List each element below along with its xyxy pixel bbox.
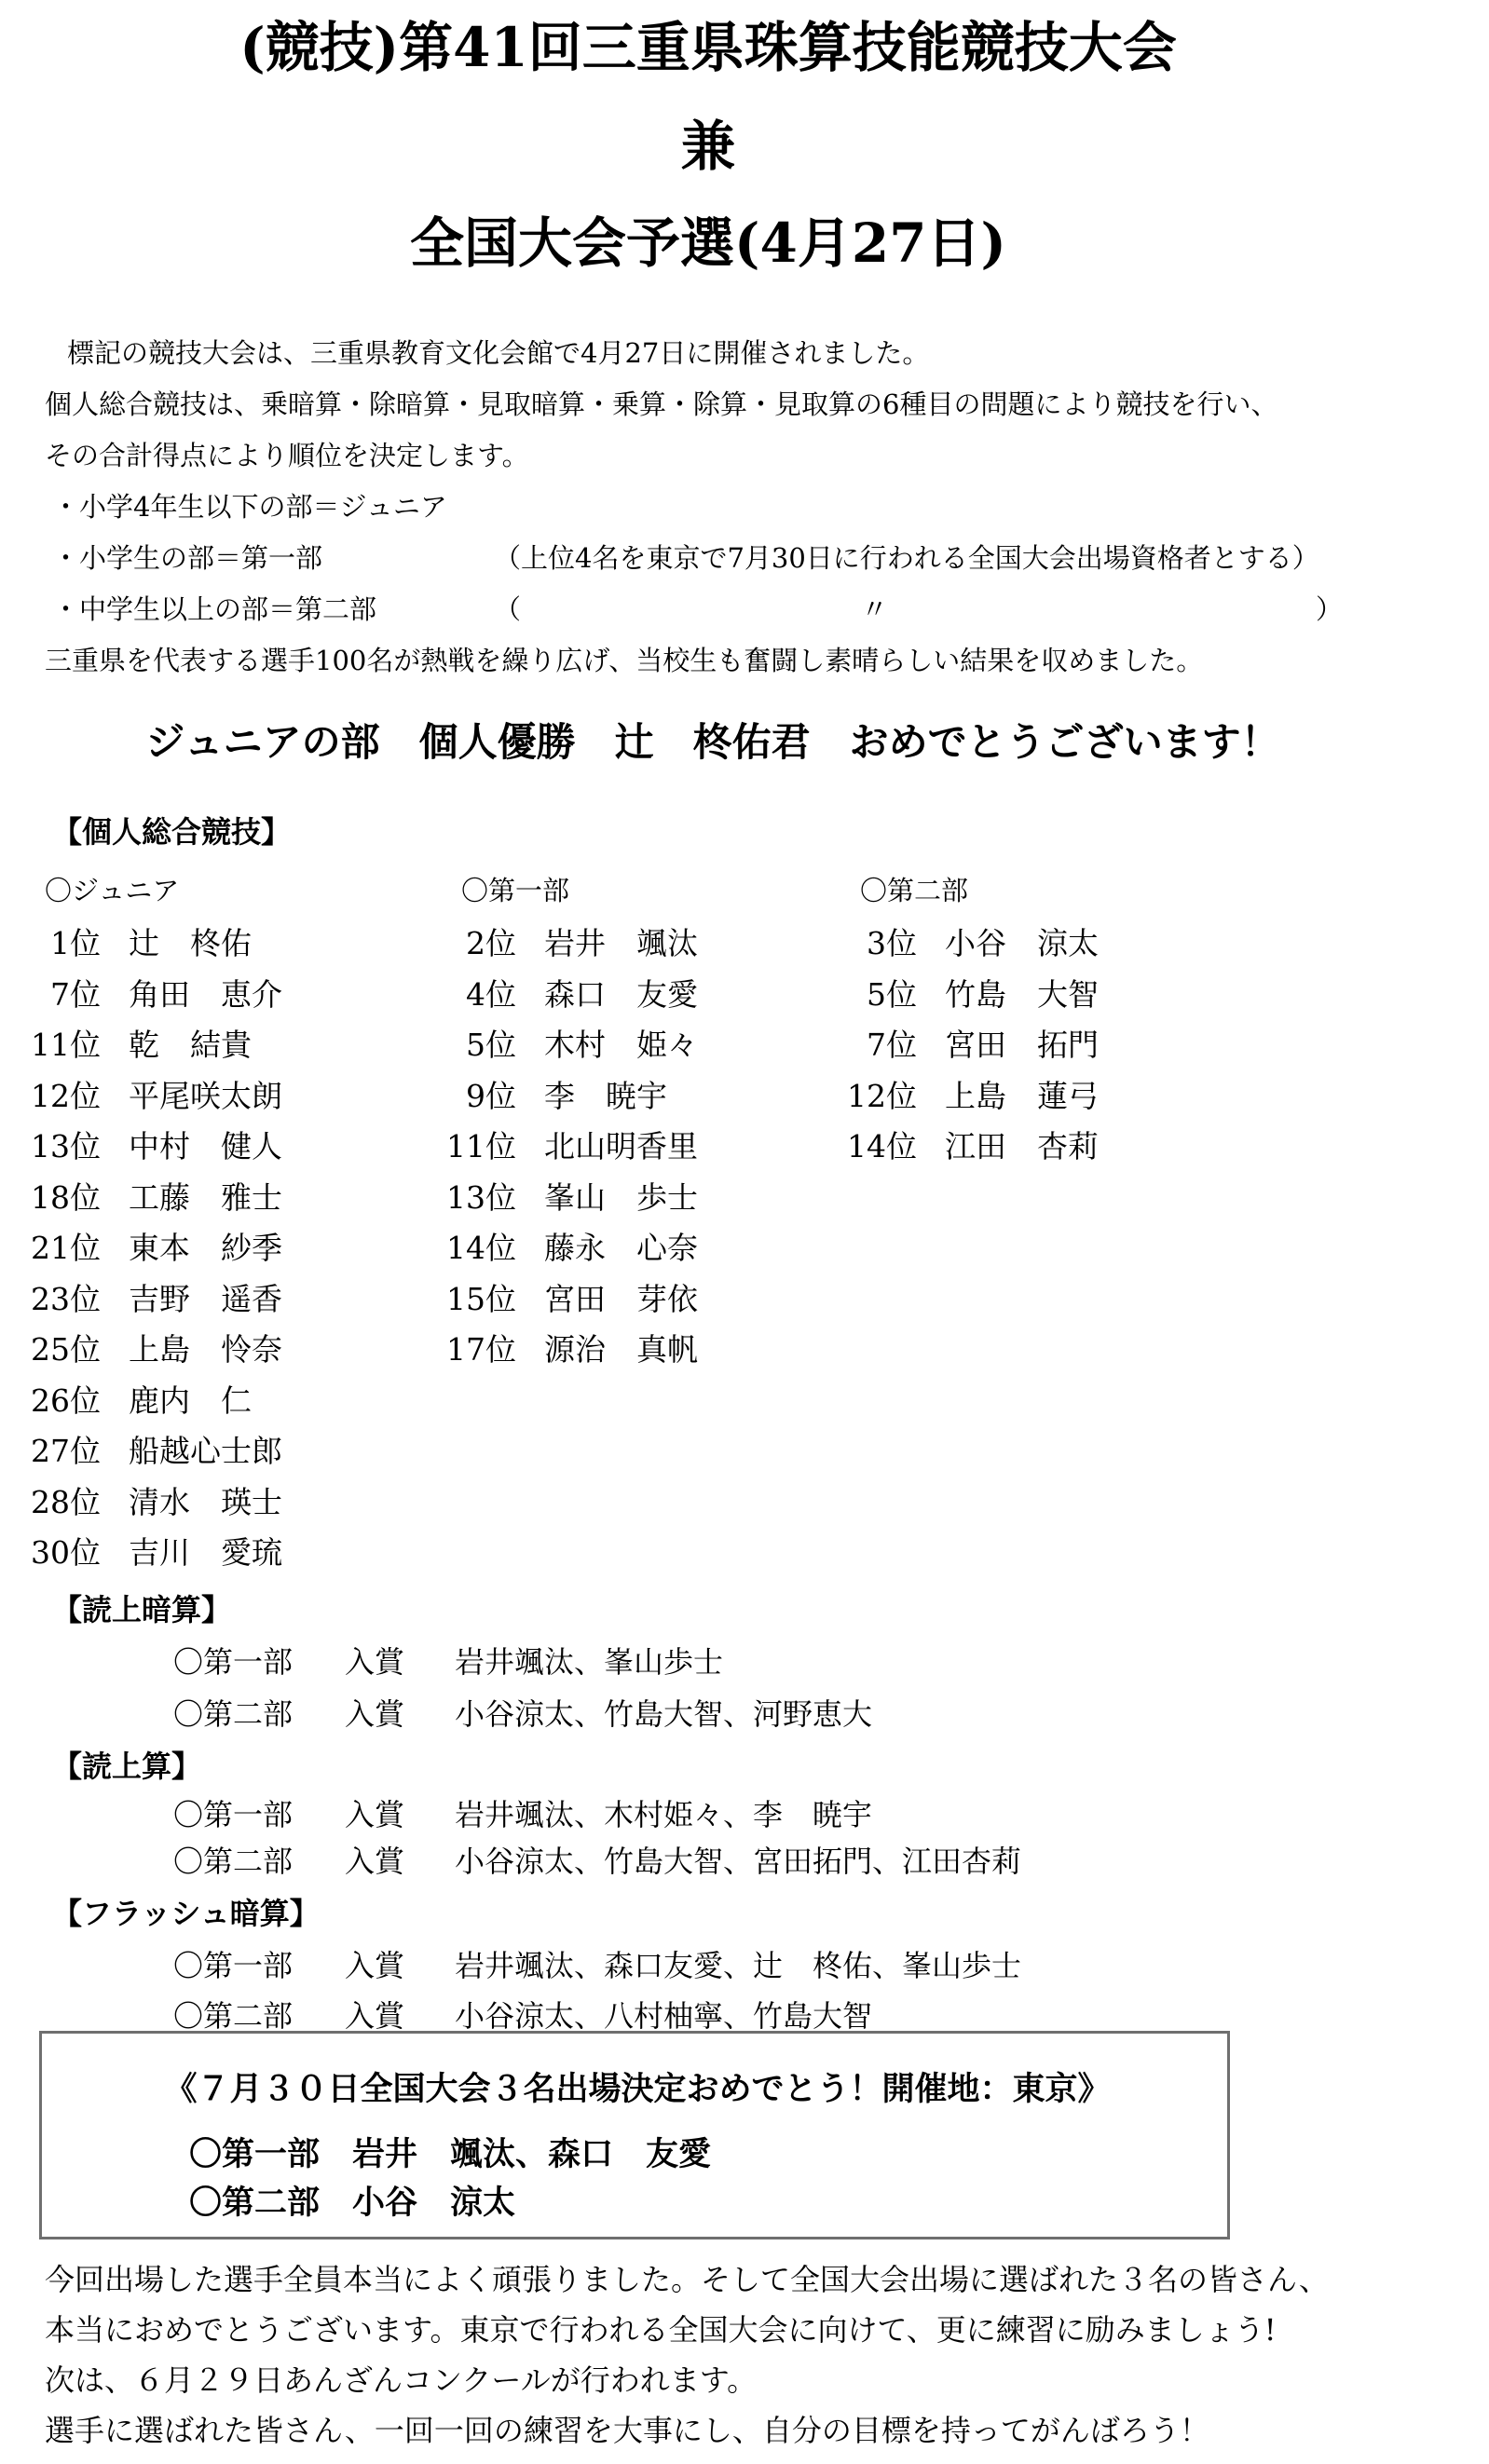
award-division: 〇第一部 — [173, 1797, 294, 1832]
ranking-row — [416, 1173, 698, 1224]
ranking-place: 26位 — [31, 1382, 101, 1419]
ranking-row — [816, 919, 1099, 970]
yomiage-zan-row — [173, 1797, 873, 1832]
award-division: 〇第二部 — [173, 1844, 294, 1879]
ranking-player-name: 北山明香里 — [544, 1128, 698, 1164]
yomiage-anzan-heading: 【読上暗算】 — [52, 1592, 232, 1627]
award-names: 小谷涼太、竹島大智、河野恵大 — [455, 1696, 873, 1732]
ranking-row — [416, 1071, 698, 1123]
ranking-row — [416, 1020, 698, 1071]
intro-bullet-div2 — [45, 584, 1452, 635]
intro-section — [45, 328, 1452, 687]
ranking-place: 13位 — [446, 1178, 516, 1216]
closing-line-4: 選手に選ばれた皆さん、一回一回の練習を大事にし、自分の目標を持ってがんばろう！ — [45, 2413, 1209, 2448]
intro-bullet-div2-ditto: 〃 — [861, 593, 889, 625]
ranking-player-name: 平尾咲太朗 — [129, 1077, 282, 1114]
yomiage-anzan-row — [173, 1644, 724, 1680]
intro-bullet-div2-open: （ — [494, 593, 522, 625]
ranking-row — [0, 1477, 282, 1529]
award-names: 小谷涼太、八村柚寧、竹島大智 — [455, 1998, 873, 2034]
yomiage-zan-heading: 【読上算】 — [52, 1749, 202, 1784]
ranking-row — [0, 1020, 282, 1071]
ranking-place: 27位 — [31, 1433, 101, 1469]
ranking-row — [0, 1376, 282, 1427]
page-title-line-2: 兼 — [680, 115, 735, 178]
ranking-place: 21位 — [31, 1230, 101, 1266]
ranking-row — [0, 1325, 282, 1376]
yomiage-anzan-row — [173, 1696, 873, 1732]
junior-column-heading: 〇ジュニア — [45, 875, 180, 906]
div2-ranking-list — [816, 919, 1099, 1173]
ranking-row — [416, 1325, 698, 1376]
closing-line-3: 次は、６月２９日あんざんコンクールが行われます。 — [45, 2362, 758, 2398]
ranking-player-name: 清水 瑛士 — [129, 1483, 282, 1520]
ranking-place: 7位 — [867, 1027, 917, 1063]
national-qualifier-box — [39, 2031, 1230, 2239]
award-prize: 入賞 — [345, 1797, 405, 1832]
flash-anzan-row — [173, 1948, 1022, 1983]
ranking-row — [416, 1223, 698, 1274]
individual-section-heading: 【個人総合競技】 — [52, 814, 292, 850]
ranking-place: 13位 — [31, 1128, 101, 1164]
intro-bullet-div2-label: ・中学生以上の部＝第二部 — [52, 593, 377, 625]
ranking-player-name: 木村 姫々 — [544, 1027, 698, 1063]
ranking-player-name: 岩井 颯汰 — [544, 925, 698, 961]
award-prize: 入賞 — [345, 1998, 405, 2034]
flash-anzan-heading: 【フラッシュ暗算】 — [52, 1896, 320, 1931]
intro-bullet-div1-note: （上位4名を東京で7月30日に行われる全国大会出場資格者とする） — [494, 542, 1319, 574]
div2-column-heading: 〇第二部 — [860, 875, 969, 906]
junior-ranking-list — [0, 919, 282, 1579]
ranking-row — [416, 1274, 698, 1326]
award-division: 〇第一部 — [173, 1644, 294, 1680]
flash-anzan-row — [173, 1998, 873, 2034]
ranking-row — [0, 1528, 282, 1579]
div1-column-heading: 〇第一部 — [461, 875, 570, 906]
ranking-place: 9位 — [466, 1077, 516, 1114]
ranking-place: 12位 — [31, 1077, 101, 1114]
ranking-player-name: 乾 結貴 — [129, 1027, 252, 1063]
ranking-row — [816, 1122, 1099, 1173]
award-names: 岩井颯汰、森口友愛、辻 柊佑、峯山歩士 — [455, 1948, 1022, 1983]
ranking-place: 30位 — [31, 1534, 101, 1571]
award-division: 〇第二部 — [173, 1696, 294, 1732]
ranking-player-name: 東本 紗季 — [129, 1230, 282, 1266]
intro-paragraph-1: 標記の競技大会は、三重県教育文化会館で4月27日に開催されました。 — [67, 337, 930, 369]
ranking-row — [0, 1426, 282, 1477]
ranking-row — [0, 919, 282, 970]
ranking-row — [816, 1020, 1099, 1071]
ranking-player-name: 源治 真帆 — [544, 1331, 698, 1368]
intro-paragraph-2: 個人総合競技は、乗暗算・除暗算・見取暗算・乗算・除算・見取算の6種目の問題により競技を行い、 — [45, 388, 1278, 420]
ranking-player-name: 船越心士郎 — [129, 1433, 282, 1469]
div1-ranking-list — [416, 919, 698, 1376]
ranking-row — [416, 1122, 698, 1173]
award-prize: 入賞 — [345, 1948, 405, 1983]
award-names: 小谷涼太、竹島大智、宮田拓門、江田杏莉 — [455, 1844, 1022, 1879]
ranking-player-name: 藤永 心奈 — [544, 1230, 698, 1266]
ranking-player-name: 宮田 拓門 — [945, 1027, 1099, 1063]
intro-bullet-div2-close: ） — [1316, 593, 1344, 625]
ranking-player-name: 小谷 涼太 — [945, 925, 1099, 961]
ranking-row — [816, 1071, 1099, 1123]
national-qualifier-title: 《７月３０日全国大会３名出場決定おめでとう！開催地：東京》 — [164, 2070, 1111, 2108]
ranking-player-name: 森口 友愛 — [544, 975, 698, 1013]
ranking-row — [0, 1274, 282, 1326]
ranking-place: 2位 — [466, 925, 516, 961]
ranking-player-name: 工藤 雅士 — [129, 1178, 282, 1216]
ranking-place: 1位 — [50, 925, 101, 961]
yomiage-zan-row — [173, 1844, 1022, 1879]
award-prize: 入賞 — [345, 1644, 405, 1680]
intro-paragraph-4: 三重県を代表する選手100名が熱戦を繰り広げ、当校生も奮闘し素晴らしい結果を収めました。 — [45, 645, 1204, 676]
intro-bullet-div1-label: ・小学生の部＝第一部 — [52, 542, 323, 574]
closing-line-1: 今回出場した選手全員本当によく頑張りました。そして全国大会出場に選ばれた３名の皆さん、 — [45, 2262, 1329, 2297]
ranking-place: 15位 — [446, 1280, 516, 1317]
ranking-row — [0, 1223, 282, 1274]
page-title-line-1: (競技)第41回三重県珠算技能競技大会 — [239, 16, 1177, 79]
ranking-place: 7位 — [50, 975, 101, 1013]
ranking-player-name: 上島 怜奈 — [129, 1331, 282, 1368]
ranking-row — [0, 1071, 282, 1123]
junior-winner-headline: ジュニアの部 個人優勝 辻 柊佑君 おめでとうございます！ — [145, 719, 1280, 765]
intro-paragraph-3: その合計得点により順位を決定します。 — [45, 440, 529, 471]
ranking-row — [0, 1173, 282, 1224]
ranking-player-name: 峯山 歩士 — [544, 1178, 698, 1216]
award-names: 岩井颯汰、峯山歩士 — [455, 1644, 724, 1680]
ranking-place: 25位 — [31, 1331, 101, 1368]
ranking-player-name: 辻 柊佑 — [129, 925, 252, 961]
ranking-player-name: 中村 健人 — [129, 1128, 282, 1164]
ranking-player-name: 江田 杏莉 — [945, 1128, 1099, 1164]
ranking-player-name: 上島 蓮弓 — [945, 1077, 1099, 1114]
closing-message — [45, 2254, 1329, 2456]
award-division: 〇第一部 — [173, 1948, 294, 1983]
closing-line-2: 本当におめでとうございます。東京で行われる全国大会に向けて、更に練習に励みましょう! — [45, 2312, 1277, 2348]
award-division: 〇第二部 — [173, 1998, 294, 2034]
ranking-place: 14位 — [847, 1128, 917, 1164]
ranking-place: 11位 — [31, 1027, 101, 1063]
award-prize: 入賞 — [345, 1696, 405, 1732]
ranking-place: 17位 — [446, 1331, 516, 1368]
ranking-row — [816, 970, 1099, 1021]
ranking-place: 12位 — [847, 1077, 917, 1114]
page-title-line-3: 全国大会予選(4月27日) — [410, 211, 1006, 275]
ranking-player-name: 吉川 愛琉 — [129, 1534, 282, 1571]
ranking-place: 5位 — [867, 975, 917, 1013]
ranking-player-name: 宮田 芽依 — [544, 1280, 698, 1317]
intro-bullet-junior: ・小学4年生以下の部＝ジュニア — [52, 491, 447, 523]
ranking-row — [416, 970, 698, 1021]
ranking-place: 14位 — [446, 1230, 516, 1266]
ranking-place: 23位 — [31, 1280, 101, 1317]
intro-bullet-div1 — [45, 533, 1452, 584]
ranking-place: 4位 — [466, 975, 516, 1013]
ranking-place: 18位 — [31, 1178, 101, 1216]
ranking-row — [0, 1122, 282, 1173]
ranking-player-name: 角田 恵介 — [129, 975, 282, 1013]
award-prize: 入賞 — [345, 1844, 405, 1879]
ranking-place: 11位 — [446, 1128, 516, 1164]
ranking-place: 5位 — [466, 1027, 516, 1063]
award-names: 岩井颯汰、木村姫々、李 暁宇 — [455, 1797, 873, 1832]
ranking-place: 28位 — [31, 1483, 101, 1520]
ranking-player-name: 李 暁宇 — [544, 1077, 667, 1114]
ranking-player-name: 吉野 遥香 — [129, 1280, 282, 1317]
ranking-place: 3位 — [867, 925, 917, 961]
ranking-row — [0, 970, 282, 1021]
ranking-player-name: 竹島 大智 — [945, 975, 1099, 1013]
national-qualifier-div2: 〇第二部 小谷 涼太 — [189, 2184, 516, 2222]
ranking-row — [416, 919, 698, 970]
national-qualifier-div1: 〇第一部 岩井 颯汰、森口 友愛 — [189, 2135, 712, 2173]
ranking-player-name: 鹿内 仁 — [129, 1382, 252, 1419]
